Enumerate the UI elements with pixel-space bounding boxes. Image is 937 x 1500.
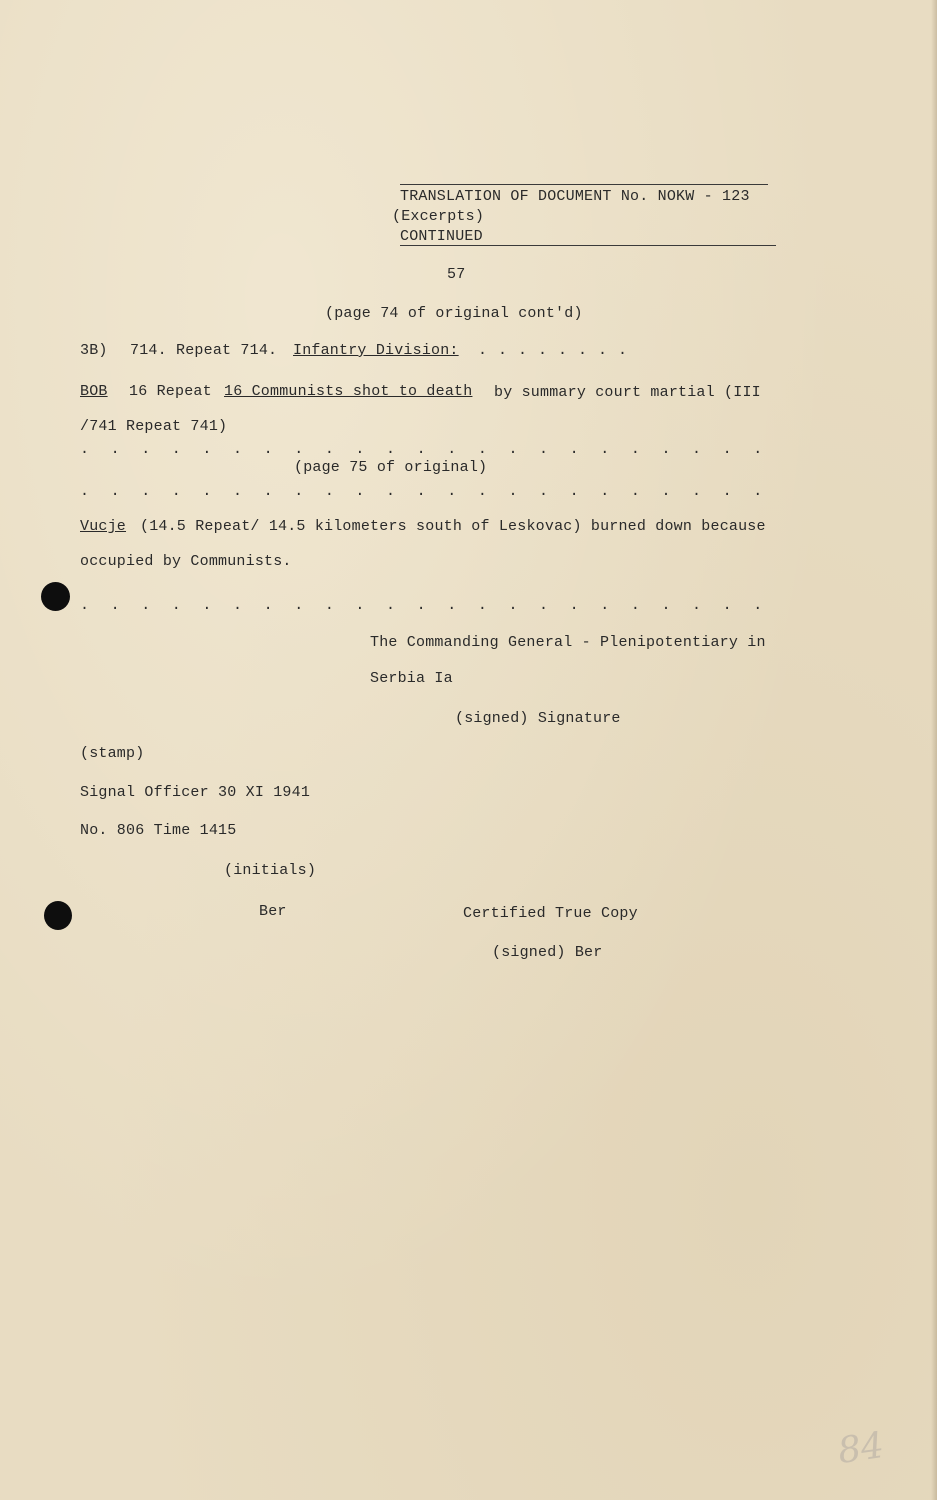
ellipsis-row-1: . . . . . . . . . . . . . . . . . . . . . . . (80, 441, 769, 458)
entry-2-text-b: by summary court martial (III (494, 384, 761, 401)
pencil-folio-number: 84 (835, 1425, 887, 1472)
header-excerpts: (Excerpts) (392, 208, 485, 225)
ellipsis-row-2: . . . . . . . . . . . . . . . . . . . . . . . (80, 483, 769, 500)
signed-signature: (signed) Signature (455, 710, 621, 727)
page-number: 57 (447, 266, 466, 283)
entry-3-line-2: occupied by Communists. (80, 553, 292, 570)
initials-label: (initials) (224, 862, 317, 879)
header-title: TRANSLATION OF DOCUMENT No. NOKW - 123 (400, 188, 750, 205)
punch-hole-upper (41, 582, 70, 611)
page-reference-75: (page 75 of original) (294, 459, 488, 476)
header-rule-bottom (400, 245, 776, 246)
certified-true-copy: Certified True Copy (463, 905, 638, 922)
page-reference-74: (page 74 of original cont'd) (325, 305, 583, 322)
entry-1-number: 714. Repeat 714. (130, 342, 278, 359)
entry-2-underlined: 16 Communists shot to death (224, 383, 473, 400)
entry-3-place: Vucje (80, 518, 127, 535)
ber-initial: Ber (259, 903, 287, 920)
entry-2-text-a: 16 Repeat (129, 383, 212, 400)
commanding-general-line: The Commanding General - Plenipotentiary in (370, 634, 766, 651)
entry-2-line-2: /741 Repeat 741) (80, 418, 228, 435)
header-continued: CONTINUED (400, 228, 483, 245)
serbia-line: Serbia Ia (370, 670, 453, 687)
page-edge-shadow (931, 0, 937, 1500)
signed-ber: (signed) Ber (492, 944, 603, 961)
number-time-line: No. 806 Time 1415 (80, 822, 237, 839)
header-rule-top (400, 184, 768, 185)
punch-hole-lower (44, 901, 72, 930)
signal-officer-line: Signal Officer 30 XI 1941 (80, 784, 311, 801)
entry-1-prefix: 3B) (80, 342, 108, 359)
entry-1-division: Infantry Division: (293, 342, 459, 359)
entry-1-dots: . . . . . . . . (478, 342, 629, 359)
entry-3-text: (14.5 Repeat/ 14.5 kilometers south of Leskovac) burned down because (140, 518, 766, 535)
entry-2-prefix: BOB (80, 383, 108, 400)
ellipsis-row-3: . . . . . . . . . . . . . . . . . . . . . . . (80, 597, 769, 614)
stamp-label: (stamp) (80, 745, 145, 762)
